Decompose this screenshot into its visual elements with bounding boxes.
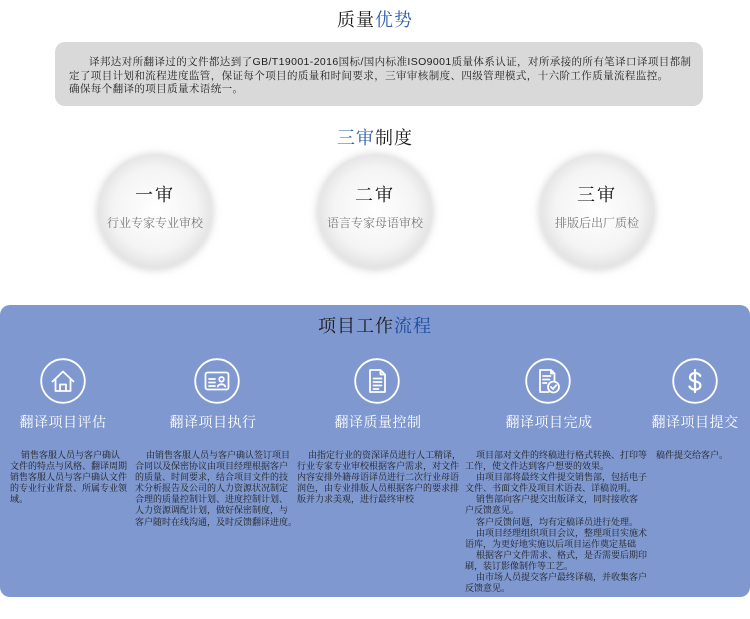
quality-intro-box (55, 42, 703, 106)
text-line: 客户随时在线沟通，及时反馈翻译进度。 (135, 516, 298, 527)
text-line: 域。 (10, 494, 29, 505)
id-card-icon (194, 358, 240, 404)
text-line: 文件的特点与风格、翻译周期 (10, 461, 128, 472)
text-line: 项目部对文件的终稿进行格式转换、打印等 (476, 450, 648, 460)
text-line: 版并力求美观，进行最终审校 (297, 494, 415, 505)
workflow-step-quality-control (297, 305, 462, 597)
workflow-step-execution (135, 305, 298, 597)
text-line: 行业专家专业审校根据客户需求，对文件 (297, 461, 460, 472)
text-line: 工作，使文件达到客户想要的效果。 (465, 461, 610, 472)
text-line: 术分析报告及公司的人力资源状况制定 (135, 483, 289, 494)
review-stage-1 (99, 156, 211, 268)
quality-advantage-title (0, 9, 750, 31)
step-description (10, 450, 127, 505)
text-line: 客户反馈问题，均有定稿译员进行处理。 (476, 516, 639, 527)
house-icon (40, 358, 86, 404)
paragraph (465, 528, 647, 550)
step-label: 翻译质量控制 (334, 414, 422, 430)
title-text-blue: 三审 (337, 128, 375, 148)
step-description (297, 450, 461, 505)
text-line: 由销售客服人员与客户确认签订项目 (146, 450, 291, 460)
text-line: 销售客服人员与客户确认 (21, 450, 121, 460)
text-line: 文件、书面文件及项目术语表、详稿说明。 (465, 483, 637, 494)
text-line: 合理的质量控制计划、进度控制计划、 (135, 494, 289, 505)
step-label: 翻译项目执行 (169, 414, 257, 430)
paragraph (465, 494, 647, 516)
text-line: 由项目经理组织项目会议，整理项目实施术 (476, 527, 648, 538)
stage-name: 三审 (577, 185, 617, 205)
paragraph (297, 450, 461, 505)
text-line: 的专业行业背景、所属专业领 (10, 483, 128, 494)
document-icon (354, 358, 400, 404)
title-text-dark: 制度 (375, 128, 413, 148)
step-label: 翻译项目提交 (651, 414, 739, 430)
step-label: 翻译项目完成 (505, 414, 593, 430)
text-line: 译邦达对所翻译过的文件都达到了GB/T19001-2016国标/国内标准ISO9001质量体系认证，对所承接的所有笔译口译项目都制 (89, 56, 692, 68)
text-line: 由指定行业的资深译员进行人工精译， (308, 450, 462, 460)
text-line: 根据客户文件需求、格式，是否需要后期印 (476, 549, 648, 560)
paragraph (645, 450, 728, 461)
text-line: 润色，由专业排版人员根据客户的要求排 (297, 483, 460, 494)
stage-description: 语言专家母语审校 (326, 216, 423, 230)
paragraph (135, 450, 297, 528)
text-line: 定了项目计划和流程进度监管，保证每个项目的质量和时间要求，三审审核制度、四级管理模式，十六阶工作质量流程监控。 (69, 69, 669, 82)
text-line: 户反馈意见。 (465, 505, 520, 516)
title-text-dark: 项目工作 (318, 316, 394, 336)
workflow-step-assessment (10, 305, 130, 597)
paragraph (465, 517, 647, 528)
text-line: 人力资源调配计划，做好保密制度，与 (135, 505, 289, 516)
project-workflow-panel (0, 305, 750, 597)
text-line: 由项目部将最终文件提交销售部，包括电子 (476, 472, 648, 483)
text-line: 反馈意见。 (465, 583, 511, 594)
stage-name: 二审 (355, 185, 395, 205)
step-description (645, 450, 728, 461)
text-line: 销售客服人员与客户确认文件 (10, 472, 128, 483)
workflow-step-submission (645, 305, 745, 597)
text-line: 稿件提交给客户。 (656, 450, 729, 460)
text-line: 刷，装订影像制作等工艺。 (465, 560, 574, 571)
title-text-blue: 优势 (375, 10, 413, 30)
paragraph (465, 550, 647, 572)
quality-intro-text (69, 56, 703, 97)
text-line: 语库，为更好地实施以后项目运作奠定基础 (465, 538, 637, 549)
text-line: 销售部向客户提交出版译文，同时接收客 (476, 494, 639, 505)
title-text-blue: 流程 (394, 316, 432, 336)
paragraph (465, 450, 647, 472)
three-review-title (0, 127, 750, 149)
paragraph (10, 450, 127, 505)
step-description (135, 450, 297, 528)
review-stage-3 (541, 156, 653, 268)
paragraph (465, 572, 647, 594)
paragraph (69, 56, 703, 97)
text-line: 内容安排外籍母语译员进行二次行业母语 (297, 472, 460, 483)
document-check-icon (525, 358, 571, 404)
workflow-step-completion (465, 305, 648, 597)
title-text-dark: 质量 (337, 10, 375, 30)
step-label: 翻译项目评估 (19, 414, 107, 430)
dollar-icon (672, 358, 718, 404)
text-line: 的质量、时间要求，结合项目文件的技 (135, 472, 289, 483)
text-line: 确保每个翻译的项目质量术语统一。 (69, 83, 244, 95)
review-stage-2 (319, 156, 431, 268)
paragraph (465, 472, 647, 494)
stage-description: 行业专家专业审校 (106, 216, 203, 230)
stage-name: 一审 (135, 185, 175, 205)
step-description (465, 450, 647, 594)
text-line: 由市场人员提交客户最终译稿，并收集客户 (476, 572, 648, 583)
text-line: 合同以及保密协议由项目经理根据客户 (135, 461, 289, 472)
stage-description: 排版后出厂质检 (554, 216, 639, 230)
